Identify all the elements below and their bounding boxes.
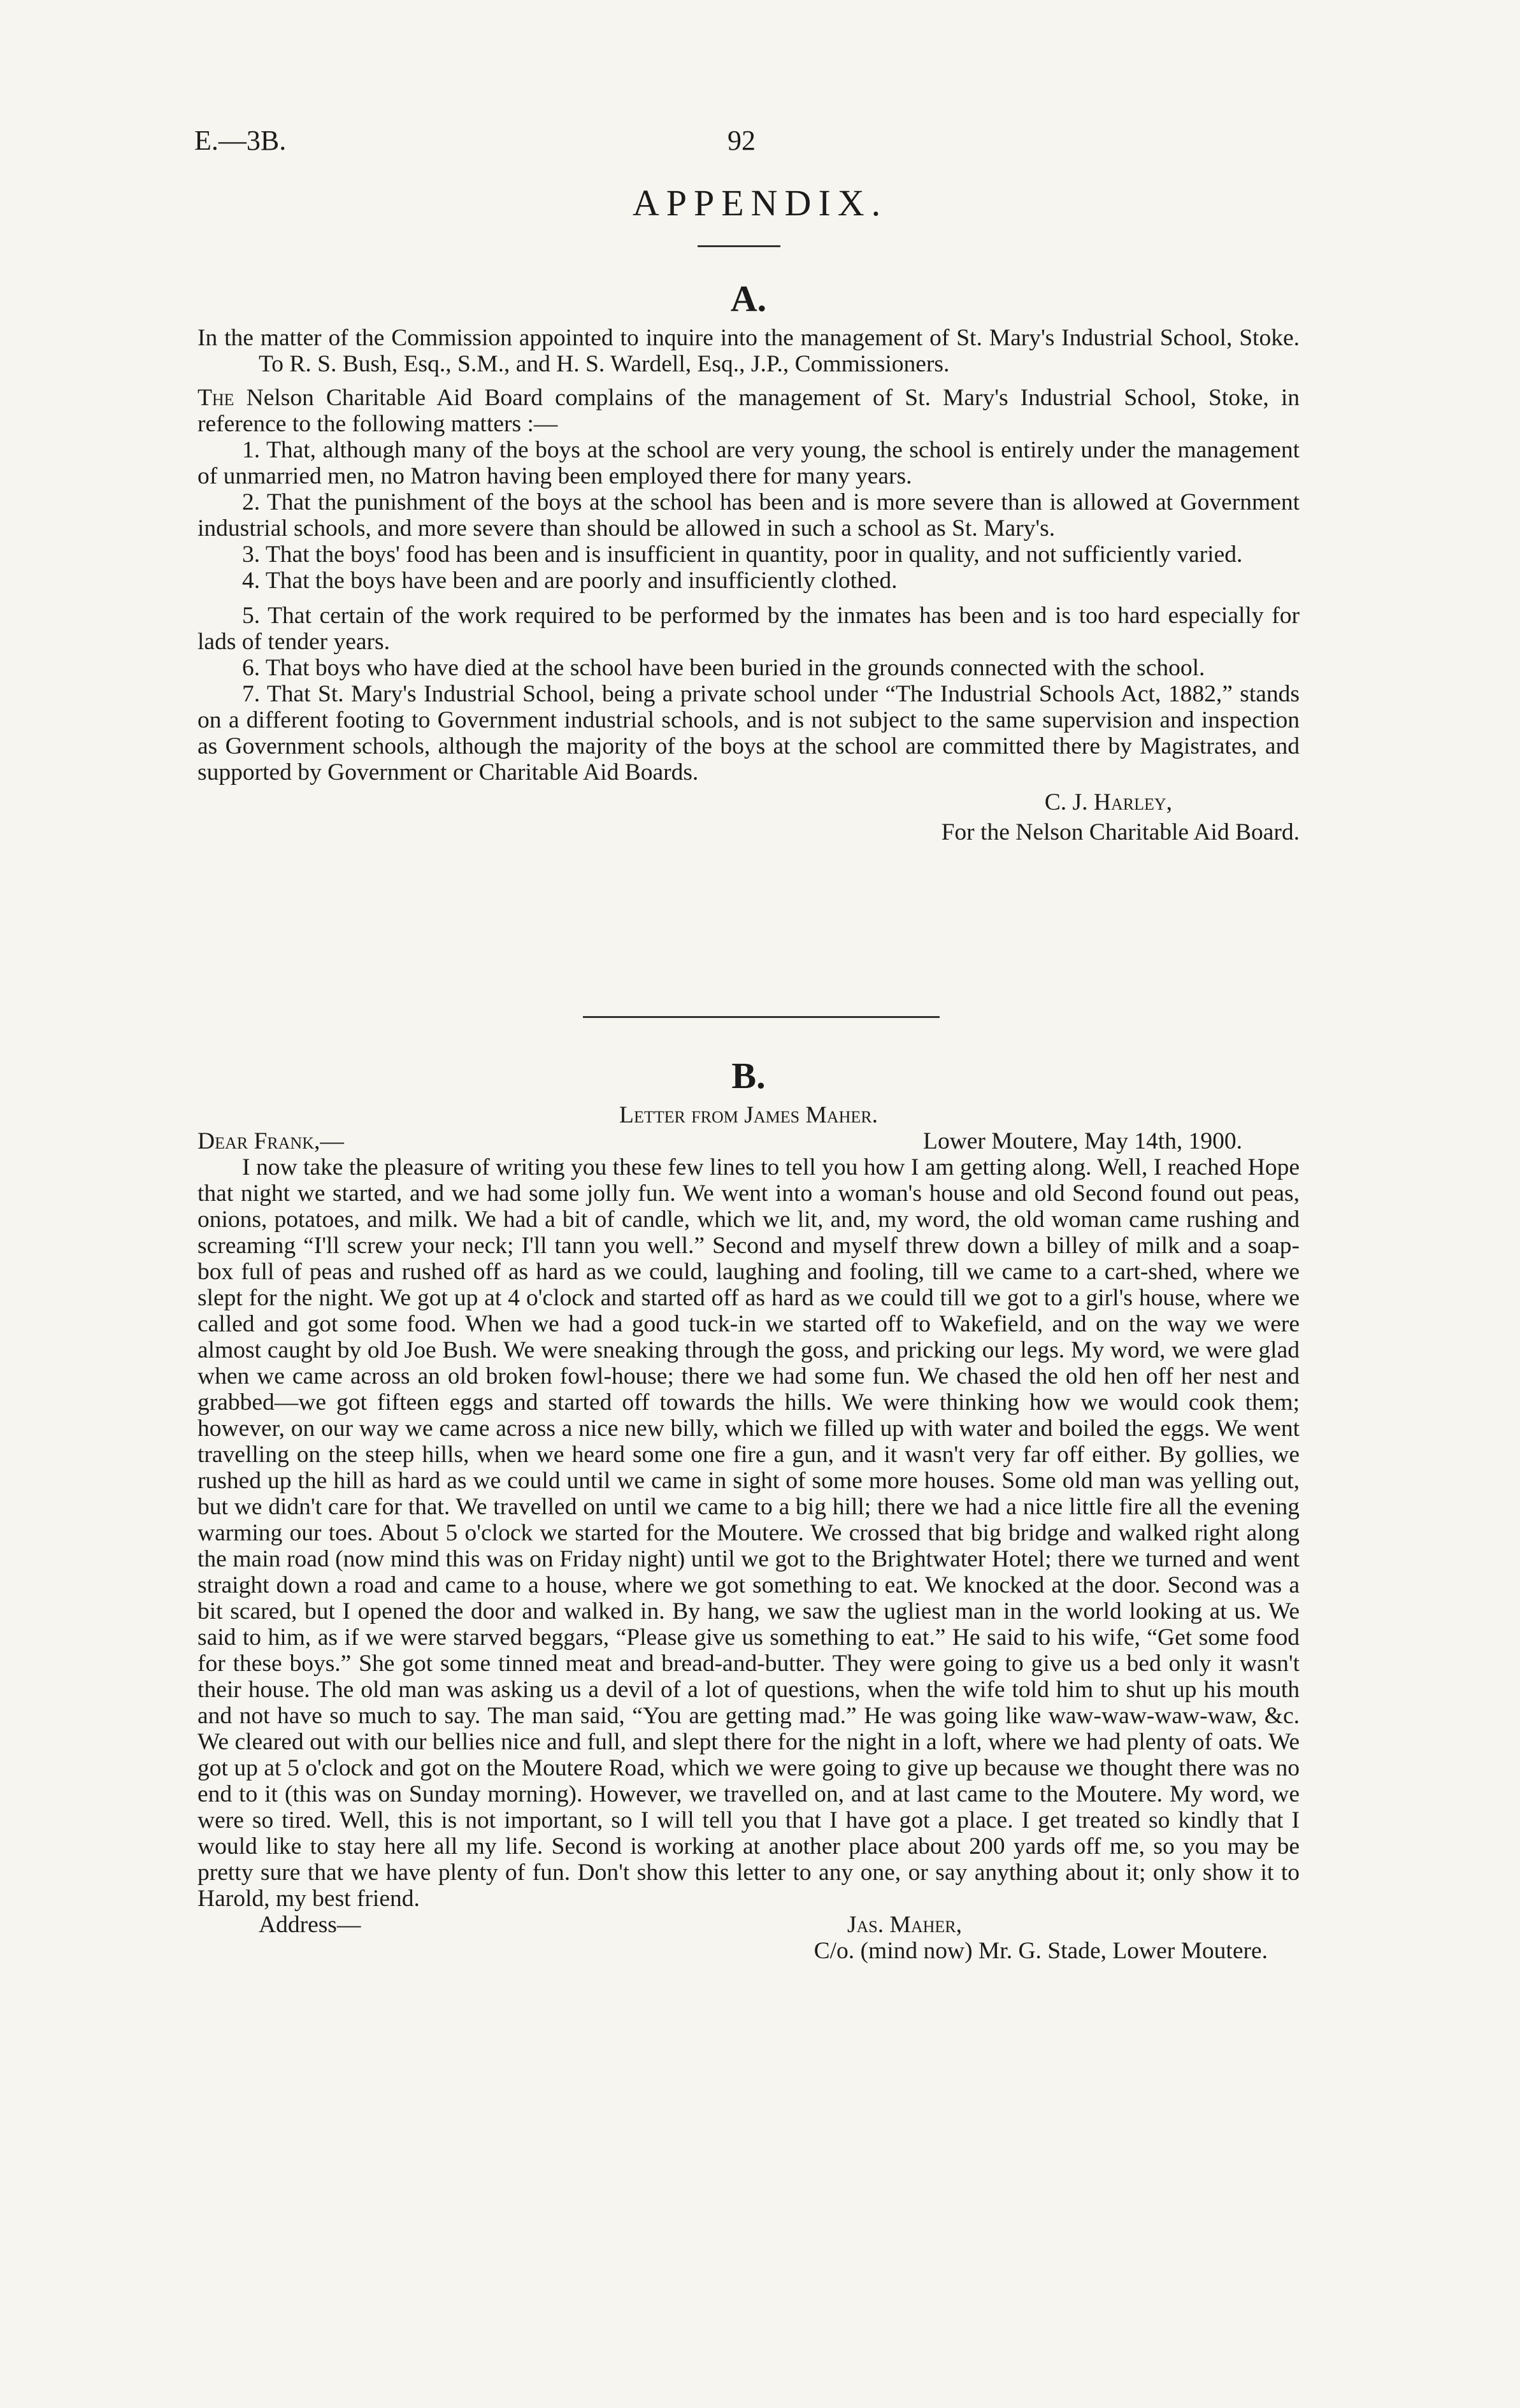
intro-rest: Nelson Charitable Aid Board complains of the management of St. Mary's Industrial School, Stoke, in reference to the following matters :— (197, 385, 1300, 437)
salutation: Dear Frank,— (197, 1128, 344, 1154)
letter-subtitle: Letter from James Maher. (619, 1102, 878, 1128)
complaint-intro (197, 385, 1300, 437)
section-b (197, 1057, 1300, 1964)
signature-name: C. J. Harley, (1044, 789, 1172, 815)
section-a-heading: A. (730, 278, 767, 319)
letter-signature: Jas. Maher, (847, 1912, 962, 1938)
address-label: Address— (259, 1912, 361, 1938)
document-reference: E.—3B. (194, 125, 287, 156)
care-of-address: C/o. (mind now) Mr. G. Stade, Lower Moutere. (814, 1938, 1268, 1964)
complaint-item: 4. That the boys have been and are poorly and insufficiently clothed. (242, 568, 898, 594)
section-a (197, 280, 1300, 845)
complaint-item: 7. That St. Mary's Industrial School, being a private school under “The Industrial Schools Act, 1882,” stands on a different footing to Government industrial schools, and is not subject to the same supervision and inspection as Government schools, although the majority of the boys at the school are committed there by Magistrates, and supported by Government or Charitable Aid Boards. (197, 681, 1300, 785)
complaint-item: 3. That the boys' food has been and is insufficient in quantity, poor in quality, and not sufficiently varied. (242, 541, 1243, 568)
letter-body: I now take the pleasure of writing you these few lines to tell you how I am getting along. Well, I reached Hope that night we started, and we had some jolly fun. We went into a woman's house and old Second found out peas, onions, potatoes, and milk. We had a bit of candle, which we lit, and, my word, the old woman came rushing and screaming “I'll screw your neck; I'll tann you well.” Second and myself threw down a billey of milk and a soap-box full of peas and rushed off as hard as we could, laughing and fooling, till we came to a cart-shed, where we slept for the night. We got up at 4 o'clock and started off as hard as we could till we got to a girl's house, where we called and got some food. When we had a good tuck-in we started off to Wakefield, and on the way we were almost caught by old Joe Bush. We were sneaking through the goss, and pricking our legs. My word, we were glad when we came across an old broken fowl-house; there we had some fun. We chased the old hen off her nest and grabbed—we got fifteen eggs and started off towards the hills. We were thinking how we would cook them; however, on our way we came across a nice new billy, which we filled up with water and boiled the eggs. We went travelling on the steep hills, when we heard some one fire a gun, and it wasn't very far off either. By gollies, we rushed up the hill as hard as we could until we came in sight of some more houses. Some old man was yelling out, but we didn't care for that. We travelled on until we came to a big hill; there we had a nice little fire all the evening warming our toes. About 5 o'clock we started for the Moutere. We crossed that big bridge and walked right along the main road (now mind this was on Friday night) until we got to the Brightwater Hotel; there we turned and went straight down a road and came to a house, where we got something to eat. We knocked at the door. Second was a bit scared, but I opened the door and walked in. By hang, we saw the ugliest man in the world looking at us. We said to him, as if we were starved beggars, “Please give us something to eat.” He said to his wife, “Get some food for these boys.” She got some tinned meat and bread-and-butter. They were going to give us a bed only it wasn't their house. The old man was asking us a devil of a lot of questions, when the wife told him to shut up his mouth and not have so much to say. The man said, “You are getting mad.” He was going like waw-waw-waw-waw, &c. We cleared out with our bellies nice and full, and slept there for the night in a loft, where we had plenty of oats. We got up at 5 o'clock and got on the Moutere Road, which we were going to give up because we thought there was no end to it (this was on Sunday morning). However, we travelled on, and at last came to the Moutere. My word, we were so tired. Well, this is not important, so I will tell you that I have got a place. I get treated so kindly that I would like to stay here all my life. Second is working at another place about 200 yards off me, so you may be pretty sure that we have plenty of fun. Don't show this letter to any one, or say anything about it; only show it to Harold, my best friend. (197, 1154, 1300, 1912)
address-row (197, 1912, 1300, 1938)
page-number: 92 (728, 125, 756, 156)
complaint-item: 1. That, although many of the boys at the school are very young, the school is entirely under the management of unmarried men, no Matron having been employed there for many years. (197, 437, 1300, 489)
letter-opening (197, 1128, 1300, 1154)
section-b-heading: B. (731, 1055, 766, 1096)
signature-organisation: For the Nelson Charitable Aid Board. (941, 819, 1300, 845)
complaint-item: 6. That boys who have died at the school have been buried in the grounds connected with the school. (242, 655, 1205, 681)
complaint-item: 2. That the punishment of the boys at the school has been and is more severe than is allowed at Government industrial schools, and more severe than should be allowed in such a school as St. Mary's. (197, 489, 1300, 541)
intro-lead: The (197, 385, 234, 411)
commission-matter: In the matter of the Commission appointed to inquire into the management of St. Mary's Industrial School, Stoke. To R. S. Bush, Esq., S.M., and H. S. Wardell, Esq., J.P., Commissioners. (197, 325, 1300, 377)
title-rule (698, 245, 780, 247)
appendix-title: APPENDIX. (632, 182, 888, 224)
place-date: Lower Moutere, May 14th, 1900. (923, 1128, 1242, 1154)
section-divider (583, 1016, 940, 1018)
complaint-item: 5. That certain of the work required to be performed by the inmates has been and is too hard especially for lads of tender years. (197, 603, 1300, 655)
